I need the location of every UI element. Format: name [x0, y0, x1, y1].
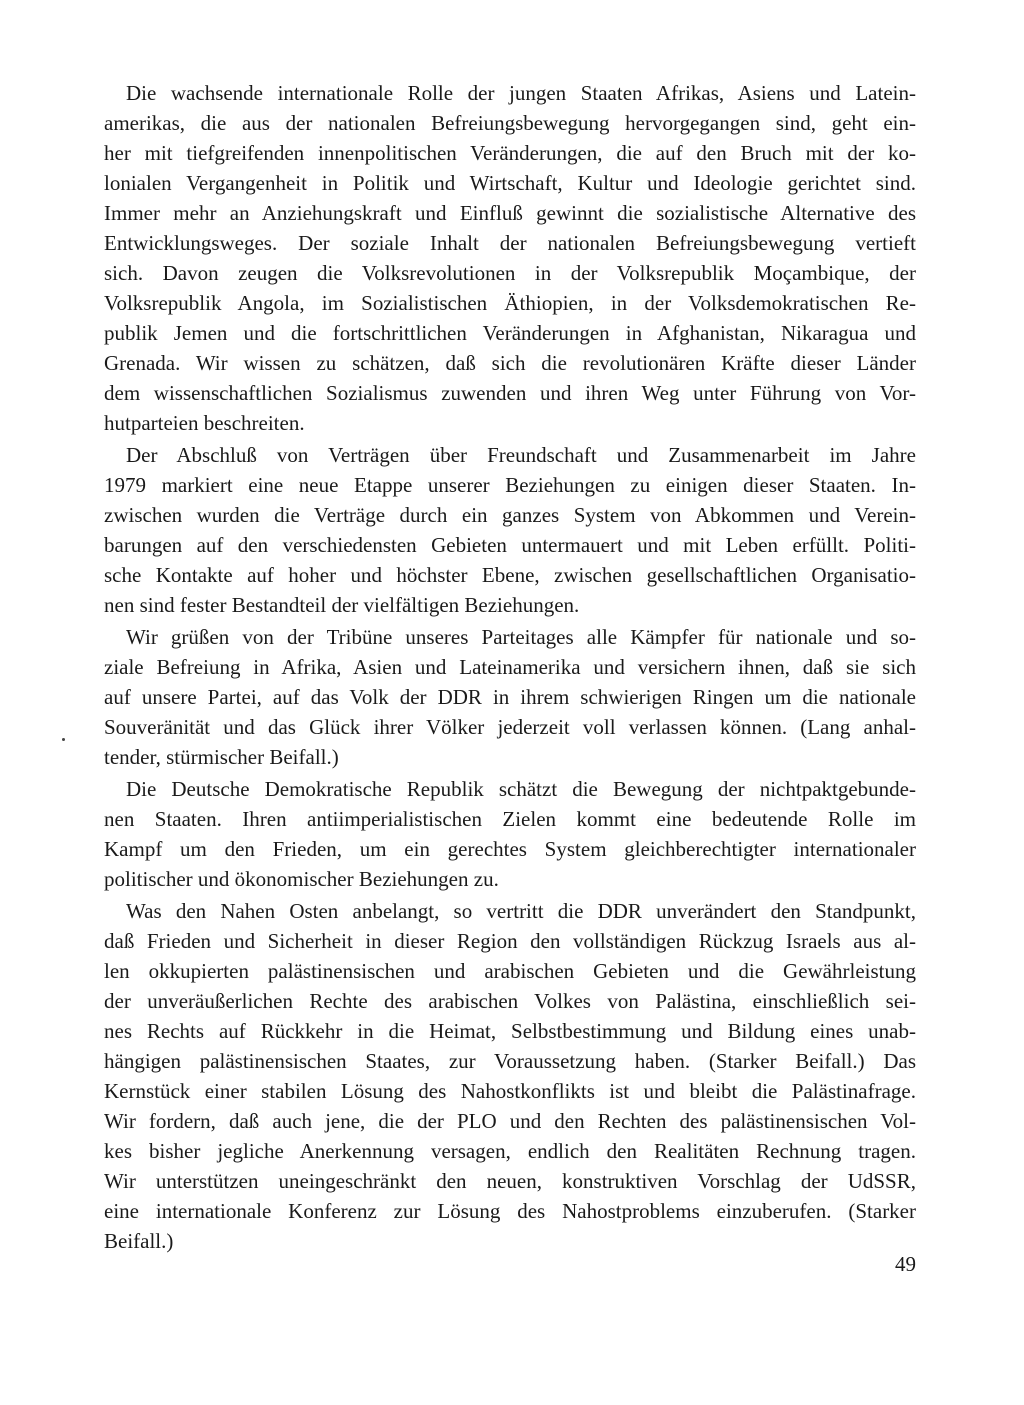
- body-text: [104, 78, 916, 1256]
- text-line: nen sind fester Bestandteil der vielfältigen Beziehungen.: [104, 593, 580, 617]
- text-line: auf unsere Partei, auf das Volk der DDR in ihrem schwierigen Ringen um die nationale: [104, 685, 916, 709]
- paragraph: [104, 78, 916, 438]
- margin-mark: [62, 738, 65, 741]
- text-line: hängigen palästinensischen Staates, zur Voraussetzung haben. (Starker Beifall.) Das: [104, 1049, 916, 1073]
- text-line: Wir unterstützen uneingeschränkt den neuen, konstruktiven Vorschlag der UdSSR,: [104, 1169, 916, 1193]
- text-line: Volksrepublik Angola, im Sozialistischen Äthiopien, in der Volksdemokratischen Re-: [104, 291, 916, 315]
- paragraph: [104, 774, 916, 894]
- text-line: barungen auf den verschiedensten Gebieten untermauert und mit Leben erfüllt. Politi-: [104, 533, 916, 557]
- text-line: nes Rechts auf Rückkehr in die Heimat, Selbstbestimmung und Bildung eines unab-: [104, 1019, 916, 1043]
- text-line: Kernstück einer stabilen Lösung des Nahostkonflikts ist und bleibt die Palästinafrage.: [104, 1079, 916, 1103]
- text-line: der unveräußerlichen Rechte des arabischen Volkes von Palästina, einschließlich sei-: [104, 989, 916, 1013]
- paragraph: [104, 896, 916, 1256]
- text-line: Wir fordern, daß auch jene, die der PLO und den Rechten des palästinensischen Vol-: [104, 1109, 916, 1133]
- text-line: eine internationale Konferenz zur Lösung des Nahostproblems einzuberufen. (Starker: [104, 1199, 916, 1223]
- text-line: Was den Nahen Osten anbelangt, so vertritt die DDR unverändert den Standpunkt,: [126, 899, 916, 923]
- text-line: amerikas, die aus der nationalen Befreiungsbewegung hervorgegangen sind, geht ein-: [104, 111, 916, 135]
- text-line: nen Staaten. Ihren antiimperialistischen Zielen kommt eine bedeutende Rolle im: [104, 807, 916, 831]
- text-line: Immer mehr an Anziehungskraft und Einfluß gewinnt die sozialistische Alternative des: [104, 201, 916, 225]
- text-line: Der Abschluß von Verträgen über Freundschaft und Zusammenarbeit im Jahre: [126, 443, 916, 467]
- text-line: ziale Befreiung in Afrika, Asien und Lateinamerika und versichern ihnen, daß sie sich: [104, 655, 916, 679]
- text-line: Kampf um den Frieden, um ein gerechtes System gleichberechtigter internationaler: [104, 837, 916, 861]
- text-line: daß Frieden und Sicherheit in dieser Region den vollständigen Rückzug Israels aus al-: [104, 929, 916, 953]
- text-line: Grenada. Wir wissen zu schätzen, daß sich die revolutionären Kräfte dieser Länder: [104, 351, 916, 375]
- text-line: Beifall.): [104, 1229, 174, 1253]
- text-line: zwischen wurden die Verträge durch ein ganzes System von Abkommen und Verein-: [104, 503, 916, 527]
- text-line: her mit tiefgreifenden innenpolitischen Veränderungen, die auf den Bruch mit der ko-: [104, 141, 916, 165]
- text-line: Souveränität und das Glück ihrer Völker jederzeit voll verlassen können. (Lang anhal-: [104, 715, 916, 739]
- text-line: kes bisher jegliche Anerkennung versagen, endlich den Realitäten Rechnung tragen.: [104, 1139, 916, 1163]
- text-line: Die wachsende internationale Rolle der jungen Staaten Afrikas, Asiens und Latein-: [126, 81, 916, 105]
- text-line: politischer und ökonomischer Beziehungen zu.: [104, 867, 499, 891]
- text-line: 1979 markiert eine neue Etappe unserer Beziehungen zu einigen dieser Staaten. In-: [104, 473, 916, 497]
- text-line: dem wissenschaftlichen Sozialismus zuwenden und ihren Weg unter Führung von Vor-: [104, 381, 916, 405]
- text-line: sich. Davon zeugen die Volksrevolutionen in der Volksrepublik Moçambique, der: [104, 261, 916, 285]
- page-number: 49: [895, 1252, 916, 1276]
- text-line: Entwicklungsweges. Der soziale Inhalt der nationalen Befreiungsbewegung vertieft: [104, 231, 916, 255]
- paragraph: [104, 440, 916, 620]
- paragraph: [104, 622, 916, 772]
- text-line: Die Deutsche Demokratische Republik schätzt die Bewegung der nichtpaktgebunde-: [126, 777, 916, 801]
- text-line: lonialen Vergangenheit in Politik und Wirtschaft, Kultur und Ideologie gerichtet sind.: [104, 171, 916, 195]
- text-line: Wir grüßen von der Tribüne unseres Parteitages alle Kämpfer für nationale und so-: [126, 625, 916, 649]
- text-line: tender, stürmischer Beifall.): [104, 745, 339, 769]
- text-line: publik Jemen und die fortschrittlichen Veränderungen in Afghanistan, Nikaragua und: [104, 321, 916, 345]
- text-line: sche Kontakte auf hoher und höchster Ebene, zwischen gesellschaftlichen Organisatio-: [104, 563, 916, 587]
- text-line: len okkupierten palästinensischen und arabischen Gebieten und die Gewährleistung: [104, 959, 916, 983]
- text-line: hutparteien beschreiten.: [104, 411, 305, 435]
